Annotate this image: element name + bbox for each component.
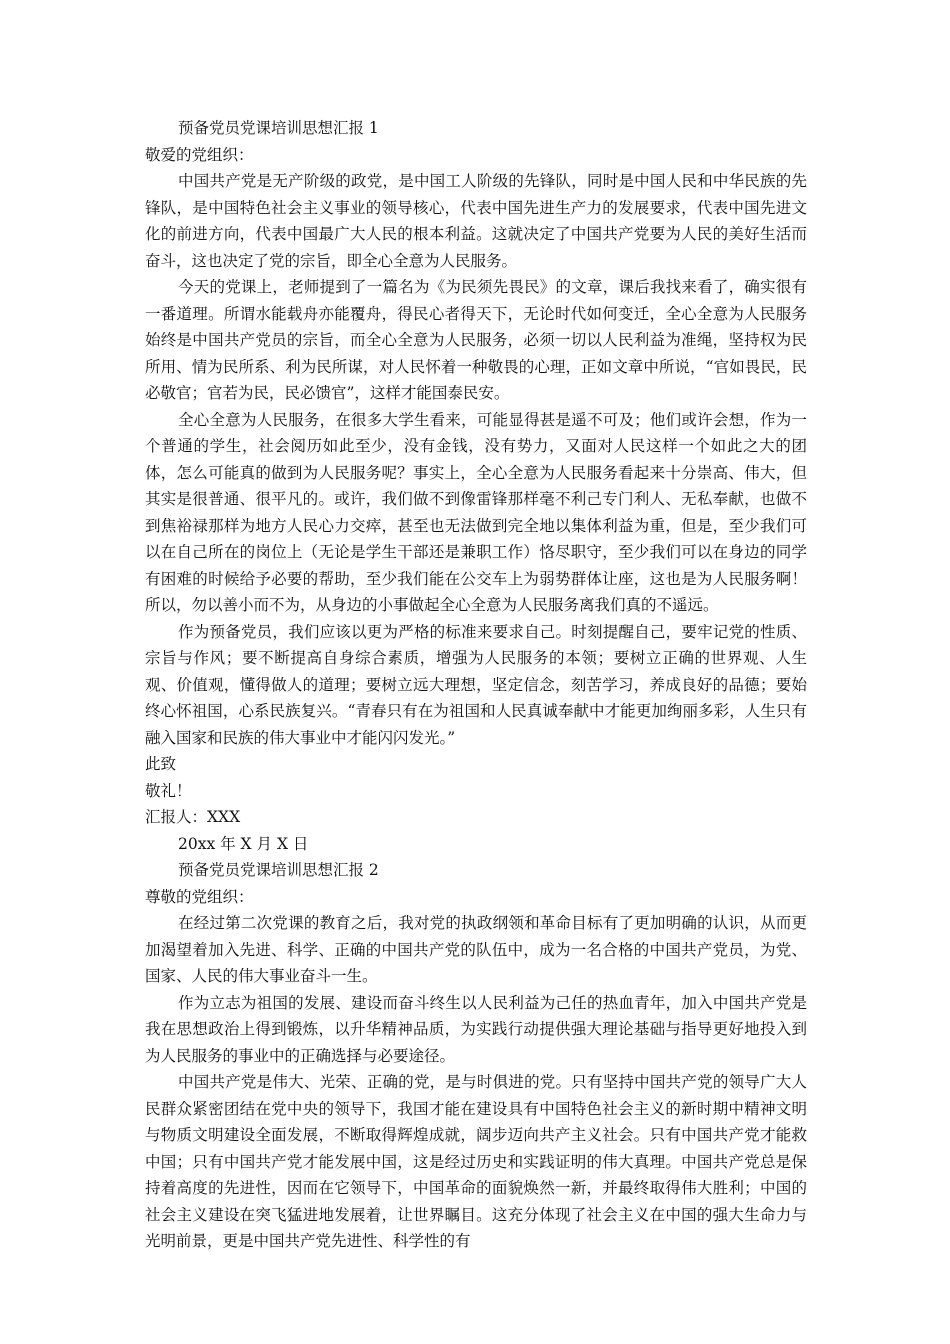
report-1-paragraph-2: 今天的党课上，老师提到了一篇名为《为民须先畏民》的文章，课后我找来看了，确实很有一番道理。所谓水能载舟亦能覆舟，得民心者得天下，无论时代如何变迁，全心全意为人民服务始终是中国共产党员的宗旨，而全心全意为人民服务，必须一切以人民利益为准绳，坚持权为民所用、情为民所系、利为民所谋，对人民怀着一种敬畏的心理，正如文章中所说，“官如畏民，民必敬官；官若为民，民必馈官”，这样才能国泰民安。	[145, 278, 807, 402]
report-1-salutation: 敬爱的党组织：	[145, 145, 254, 164]
report-1-closing-1: 此致	[145, 755, 177, 773]
report-2-paragraph-1: 在经过第二次党课的教育之后，我对党的执政纲领和革命目标有了更加明确的认识，从而更加渴望着加入先进、科学、正确的中国共产党的队伍中，成为一名合格的中国共产党员，为党、国家、人民的伟大事业奋斗一生。	[145, 914, 807, 985]
report-1-closing-2: 敬礼！	[145, 781, 192, 800]
document-page	[145, 115, 807, 1255]
report-1-reporter: 汇报人：XXX	[145, 808, 241, 826]
report-1-paragraph-3: 全心全意为人民服务，在很多大学生看来，可能显得甚是遥不可及；他们或许会想，作为一个普通的学生，社会阅历如此至少，没有金钱，没有势力，又面对人民这样一个如此之大的团体，怎么可能真的做到为人民服务呢？事实上，全心全意为人民服务看起来十分崇高、伟大，但其实是很普通、很平凡的。或许，我们做不到像雷锋那样毫不利己专门利人、无私奉献，也做不到焦裕禄那样为地方人民心力交瘁，甚至也无法做到完全地以集体利益为重，但是，至少我们可以在自己所在的岗位上（无论是学生干部还是兼职工作）恪尽职守，至少我们可以在身边的同学有困难的时候给予必要的帮助，至少我们能在公交车上为弱势群体让座，这也是为人民服务啊！所以，勿以善小而不为，从身边的小事做起全心全意为人民服务离我们真的不遥远。	[145, 410, 807, 614]
report-2-paragraph-3: 中国共产党是伟大、光荣、正确的党，是与时俱进的党。只有坚持中国共产党的领导广大人民群众紧密团结在党中央的领导下，我国才能在建设具有中国特色社会主义的新时期中精神文明与物质文明建设全面发展，不断取得辉煌成就，阔步迈向共产主义社会。只有中国共产党才能救中国；只有中国共产党才能发展中国，这是经过历史和实践证明的伟大真理。中国共产党总是保持着高度的先进性，因而在它领导下，中国革命的面貌焕然一新，并最终取得伟大胜利；中国的社会主义建设在突飞猛进地发展着，让世界瞩目。这充分体现了社会主义在中国的强大生命力与光明前景，更是中国共产党先进性、科学性的有	[145, 1073, 807, 1250]
report-2-paragraph-2: 作为立志为祖国的发展、建设而奋斗终生以人民利益为己任的热血青年，加入中国共产党是我在思想政治上得到锻炼，以升华精神品质，为实践行动提供强大理论基础与指导更好地投入到为人民服务的事业中的正确选择与必要途径。	[145, 993, 807, 1065]
report-1-paragraph-1: 中国共产党是无产阶级的政党，是中国工人阶级的先锋队，同时是中国人民和中华民族的先锋队，是中国特色社会主义事业的领导核心，代表中国先进生产力的发展要求，代表中国先进文化的前进方向，代表中国最广大人民的根本利益。这就决定了中国共产党要为人民的美好生活而奋斗，这也决定了党的宗旨，即全心全意为人民服务。	[145, 172, 807, 270]
report-2-title: 预备党员党课培训思想汇报 2	[178, 861, 379, 879]
report-1-paragraph-4: 作为预备党员，我们应该以更为严格的标准来要求自己。时刻提醒自己，要牢记党的性质、宗旨与作风；要不断提高自身综合素质，增强为人民服务的本领；要树立正确的世界观、人生观、价值观，懂得做人的道理；要树立远大理想，坚定信念，刻苦学习，养成良好的品德；要始终心怀祖国，心系民族复兴。“青春只有在为祖国和人民真诚奉献中才能更加绚丽多彩，人生只有融入国家和民族的伟大事业中才能闪闪发光。”	[145, 622, 807, 747]
report-1-title: 预备党员党课培训思想汇报 1	[178, 119, 379, 137]
report-2-salutation: 尊敬的党组织：	[145, 887, 254, 906]
report-1-date: 20xx 年 X 月 X 日	[178, 834, 309, 853]
